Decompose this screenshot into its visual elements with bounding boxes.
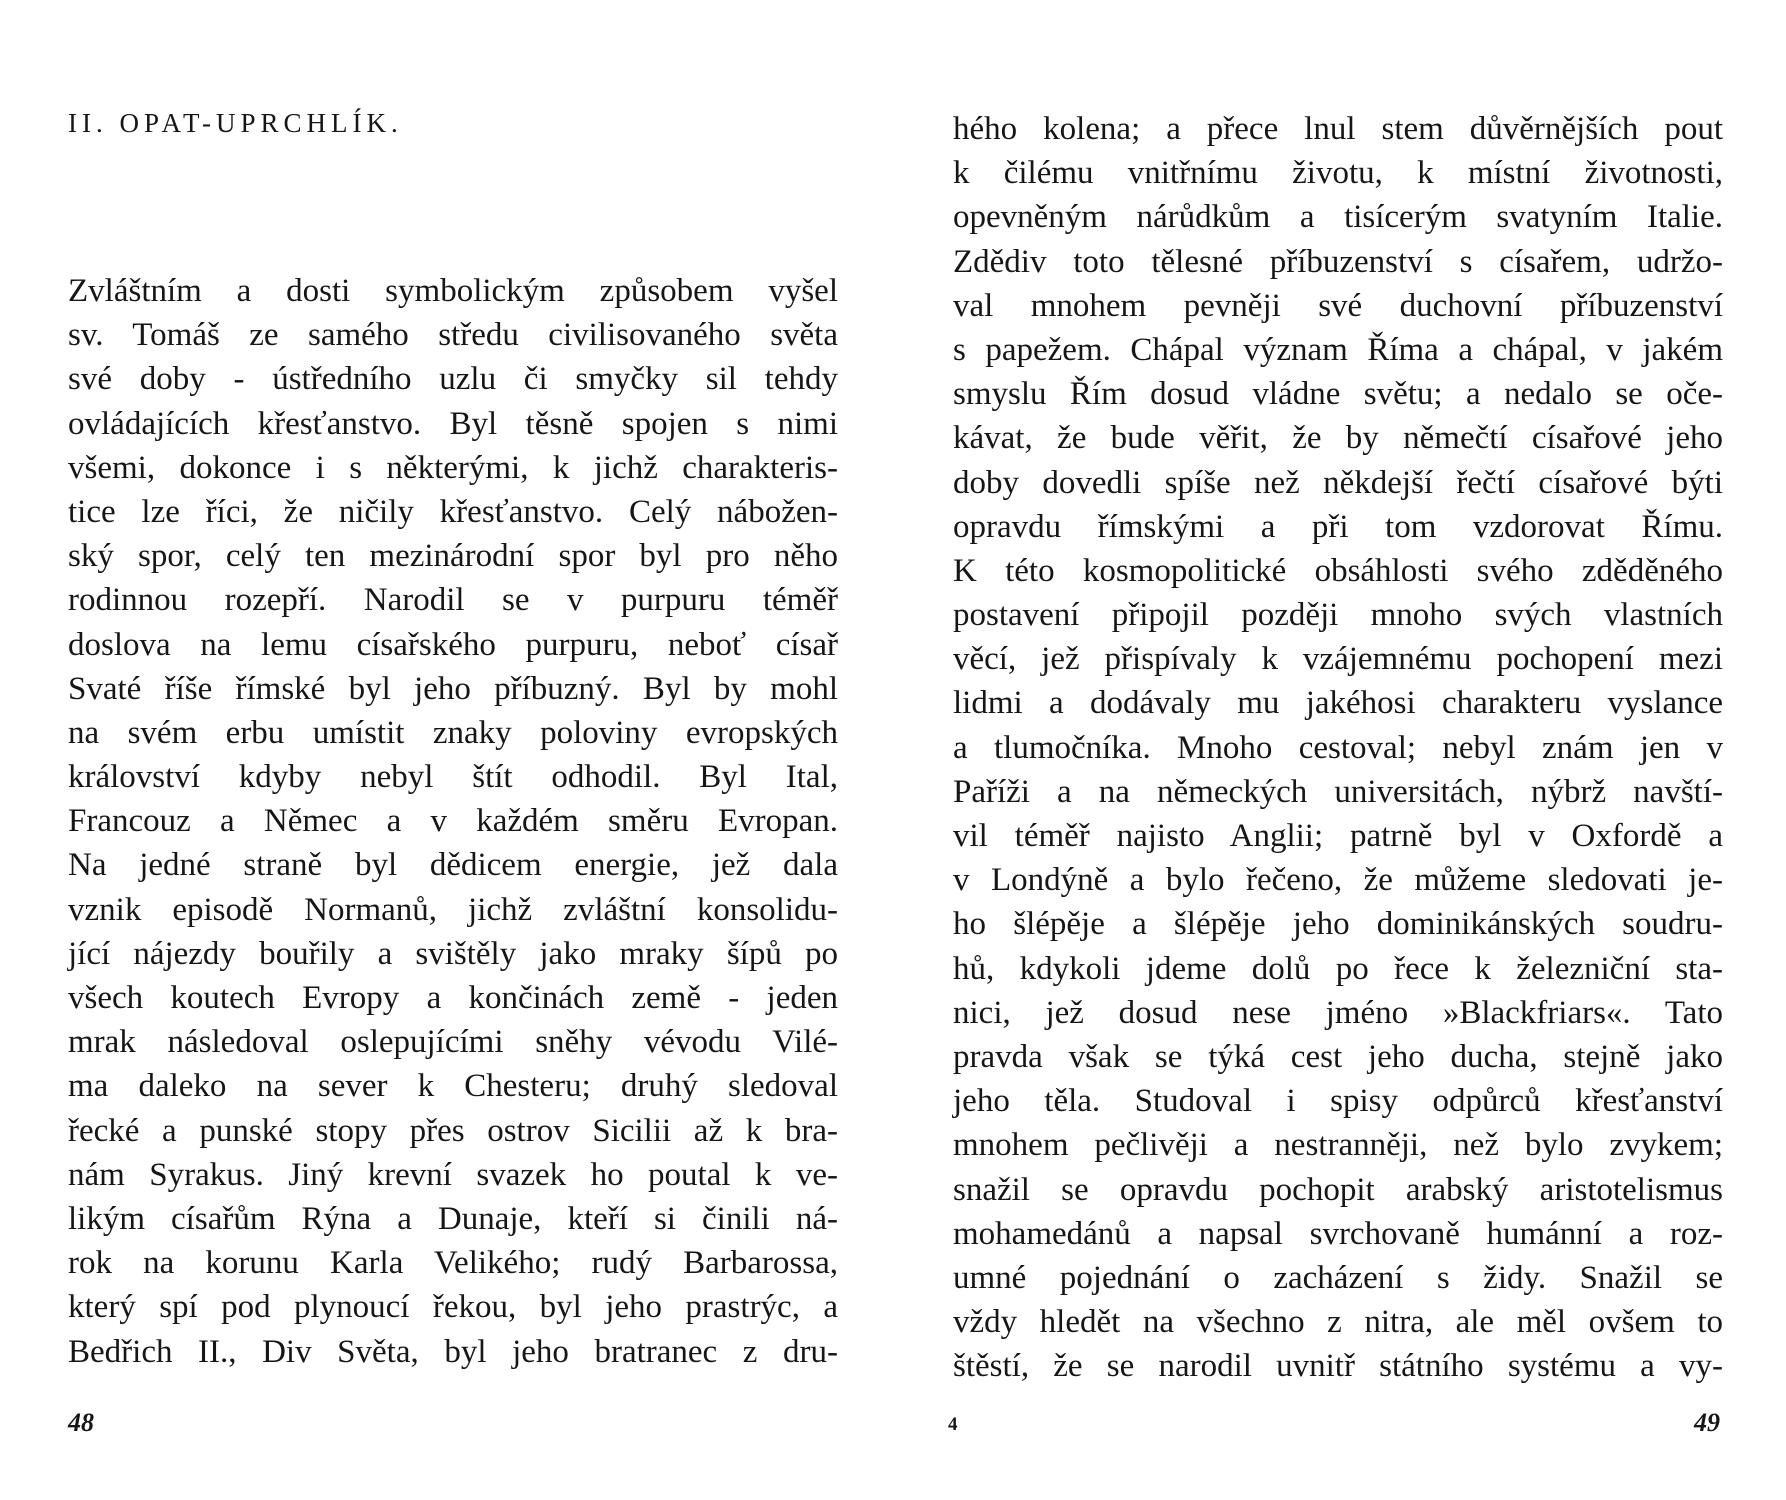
text-line: své doby - ústředního uzlu či smyčky sil tehdy [68,361,838,398]
text-line: umné pojednání o zacházení s židy. Snažil se [953,1259,1723,1296]
text-line: doby dovedli spíše než někdejší řečtí císařové býti [953,464,1723,501]
text-line: Zdědiv toto tělesné příbuzenství s císařem, udržo- [953,243,1723,280]
text-line: postavení připojil později mnoho svých vlastních [953,597,1723,634]
text-line: doslova na lemu císařského purpuru, neboť císař [68,626,838,663]
text-line: mnohem pečlivěji a nestranněji, než bylo zvykem; [953,1127,1723,1164]
text-line: K této kosmopolitické obsáhlosti svého zděděného [953,552,1723,589]
text-line: který spí pod plynoucí řekou, byl jeho prastrýc, a [68,1289,838,1326]
text-line: likým císařům Rýna a Dunaje, kteří si činili ná- [68,1200,838,1237]
text-line: štěstí, že se narodil uvnitř státního systému a vy- [953,1348,1723,1385]
text-line: Francouz a Němec a v každém směru Evropan. [68,803,838,840]
chapter-heading: II. OPAT-UPRCHLÍK. [68,108,403,138]
text-line: vil téměř najisto Anglii; patrně byl v Oxfordě a [953,818,1723,854]
text-line: všech koutech Evropy a končinách země - jeden [68,980,838,1016]
text-line: věcí, jež přispívaly k vzájemnému pochopení mezi [953,641,1723,678]
text-line: Svaté říše římské byl jeho příbuzný. Byl by mohl [68,670,838,707]
text-line: jeho těla. Studoval i spisy odpůrců křesťanství [953,1083,1723,1120]
text-line: val mnohem pevněji své duchovní příbuzenství [953,287,1723,324]
text-line: vznik episodě Normanů, jichž zvláštní konsolidu- [68,891,838,928]
text-line: Bedřich II., Div Světa, byl jeho bratranec z dru- [68,1333,838,1370]
text-line: nám Syrakus. Jiný krevní svazek ho poutal k ve- [68,1156,838,1193]
text-line: opravdu římskými a při tom vzdorovat Římu. [953,508,1723,545]
signature-mark: 4 [948,1414,958,1435]
text-line: Na jedné straně byl dědicem energie, jež dala [68,847,838,884]
text-line: mrak následoval oslepujícími sněhy vévodu Vilé- [68,1024,838,1061]
text-line: hého kolena; a přece lnul stem důvěrnějších pout [953,111,1723,147]
text-line: smyslu Řím dosud vládne světu; a nedalo se oče- [953,376,1723,413]
text-line: hů, kdykoli jdeme dolů po řece k železniční sta- [953,950,1723,987]
text-line: lidmi a dodávaly mu jakéhosi charakteru vyslance [953,685,1723,722]
text-line: opevněným nárůdkům a tisícerým svatyním Italie. [953,199,1723,236]
text-line: rok na korunu Karla Velikého; rudý Barbarossa, [68,1245,838,1282]
text-line: řecké a punské stopy přes ostrov Sicilii až k bra- [68,1112,838,1149]
left-body-text [68,269,838,1374]
text-line: v Londýně a bylo řečeno, že můžeme sledovati je- [953,862,1723,899]
text-line: a tlumočníka. Mnoho cestoval; nebyl znám jen v [953,729,1723,766]
text-line: ovládajících křesťanstvo. Byl těsně spojen s nimi [68,405,838,442]
text-line: Zvláštním a dosti symbolickým způsobem vyšel [68,273,838,309]
text-line: sv. Tomáš ze samého středu civilisovaného světa [68,317,838,354]
text-line: snažil se opravdu pochopit arabský aristotelismus [953,1171,1723,1208]
text-line: kávat, že bude věřit, že by němečtí císařové jeho [953,420,1723,457]
text-line: pravda však se týká cest jeho ducha, stejně jako [953,1038,1723,1075]
text-line: mohamedánů a napsal svrchovaně humánní a roz- [953,1215,1723,1252]
text-line: jící nájezdy bouřily a svištěly jako mraky šípů po [68,935,838,972]
page-number-left: 48 [68,1408,94,1437]
text-line: království kdyby nebyl štít odhodil. Byl Ital, [68,759,838,796]
text-line: k čilému vnitřnímu životu, k místní životnosti, [953,155,1723,192]
text-line: tice lze říci, že ničily křesťanstvo. Celý nábožen- [68,493,838,530]
right-body-text [953,107,1723,1388]
text-line: ma daleko na sever k Chesteru; druhý sledoval [68,1068,838,1105]
text-line: vždy hledět na všechno z nitra, ale měl ovšem to [953,1304,1723,1341]
right-page [893,0,1786,1500]
text-line: ho šlépěje a šlépěje jeho dominikánských soudru- [953,906,1723,943]
text-line: s papežem. Chápal význam Říma a chápal, v jakém [953,331,1723,368]
text-line: rodinnou rozepří. Narodil se v purpuru téměř [68,582,838,619]
page-number-right: 49 [1694,1408,1720,1437]
text-line: nici, jež dosud nese jméno »Blackfriars«. Tato [953,994,1723,1031]
text-line: ský spor, celý ten mezinárodní spor byl pro něho [68,538,838,575]
text-line: Paříži a na německých universitách, nýbrž navští- [953,773,1723,810]
text-line: na svém erbu umístit znaky poloviny evropských [68,714,838,751]
text-line: všemi, dokonce i s některými, k jichž charakteris- [68,449,838,486]
